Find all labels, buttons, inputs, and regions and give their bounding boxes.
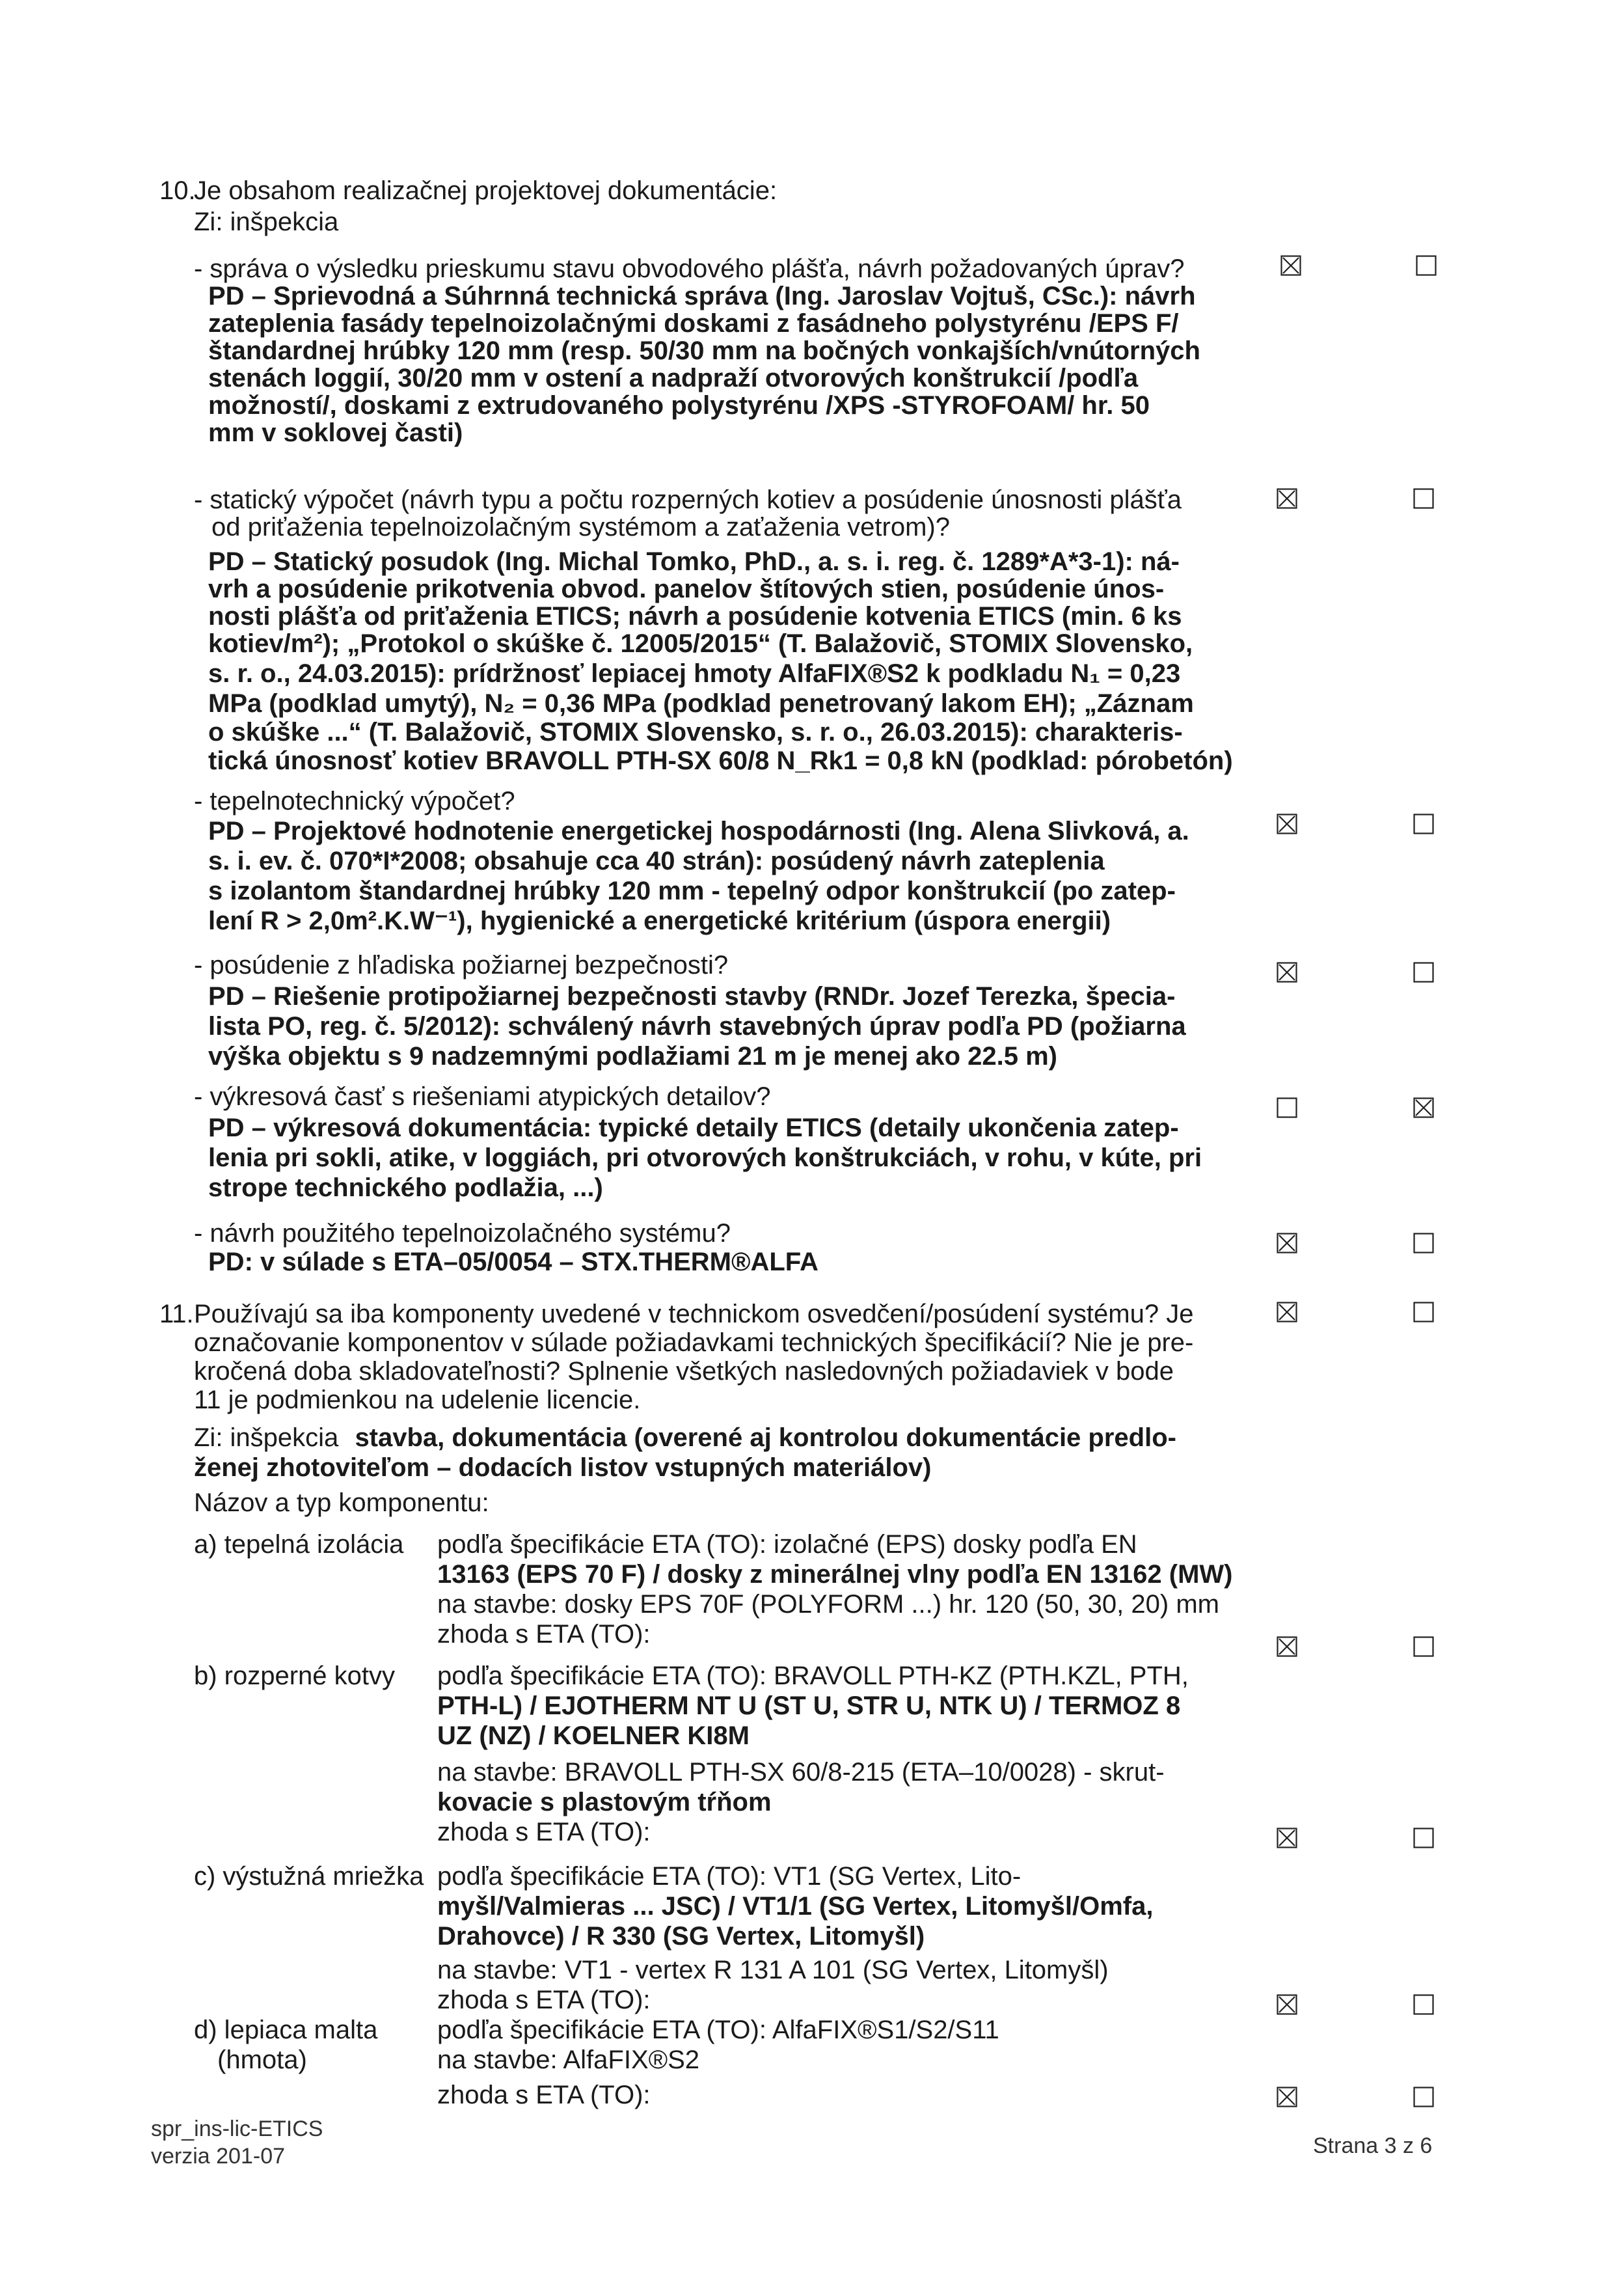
section-10-inspection: Zi: inšpekcia xyxy=(194,208,339,236)
checkbox-yes[interactable] xyxy=(1277,962,1297,983)
component-label-adhesive-cont: (hmota) xyxy=(217,2046,307,2074)
component-spec: Drahovce) / R 330 (SG Vertex, Litomyšl) xyxy=(437,1922,925,1951)
question-insulation-system: - návrh použitého tepelnoizolačného systému? xyxy=(194,1219,731,1248)
empty-box-icon xyxy=(1413,488,1434,509)
section-11-line: kročená doba skladovateľnosti? Splnenie všetkých nasledovných požiadaviek v bode xyxy=(194,1357,1174,1386)
answer-line: PD – Sprievodná a Súhrnná technická správa (Ing. Jaroslav Vojtuš, CSc.): návrh xyxy=(208,282,1196,310)
checkbox-no[interactable] xyxy=(1413,2087,1434,2107)
section-11-line: 11 je podmienkou na udelenie licencie. xyxy=(194,1386,641,1414)
answer-line: lení R > 2,0m².K.W⁻¹), hygienické a energetické kritérium (úspora energii) xyxy=(208,907,1111,935)
checkbox-no[interactable] xyxy=(1416,255,1437,276)
answer-line: MPa (podklad umytý), N₂ = 0,36 MPa (podklad penetrovaný lakom EH); „Záznam xyxy=(208,689,1194,718)
checkbox-no[interactable] xyxy=(1413,962,1434,983)
answer-line: PD – Riešenie protipožiarnej bezpečnosti stavby (RNDr. Jozef Terezka, špecia- xyxy=(208,982,1176,1011)
answer-line: PD: v súlade s ETA–05/0054 – STX.THERM®ALFA xyxy=(208,1248,819,1276)
checked-box-icon xyxy=(1277,962,1297,983)
section-10-title: Je obsahom realizačnej projektovej dokumentácie: xyxy=(194,176,778,205)
inspection-details: stavba, dokumentácia (overené aj kontrolou dokumentácie predlo- xyxy=(355,1423,1176,1452)
answer-line: kotiev/m²); „Protokol o skúške č. 12005/2015“ (T. Balažovič, STOMIX Slovensko, xyxy=(208,629,1193,658)
component-spec: podľa špecifikácie ETA (TO): BRAVOLL PTH-KZ (PTH.KZL, PTH, xyxy=(437,1662,1189,1690)
checkbox-yes[interactable] xyxy=(1277,1828,1297,1848)
question-thermal-calculation: - tepelnotechnický výpočet? xyxy=(194,787,515,815)
section-11-line: Používajú sa iba komponenty uvedené v technickom osvedčení/posúdení systému? Je xyxy=(194,1300,1194,1328)
empty-box-icon xyxy=(1416,255,1437,276)
empty-box-icon xyxy=(1413,1233,1434,1253)
answer-line: s. r. o., 24.03.2015): prídržnosť lepiacej hmoty AlfaFIX®S2 k podkladu N₁ = 0,23 xyxy=(208,659,1181,688)
empty-box-icon xyxy=(1413,814,1434,834)
answer-line: možností/, doskami z extrudovaného polystyrénu /XPS -STYROFOAM/ hr. 50 xyxy=(208,391,1150,420)
component-label-adhesive: d) lepiaca malta xyxy=(194,2016,378,2044)
section-10-number: 10. xyxy=(159,176,196,205)
answer-line: výška objektu s 9 nadzemnými podlažiami 21 m je menej ako 22.5 m) xyxy=(208,1042,1057,1071)
answer-line: PD – Statický posudok (Ing. Michal Tomko, PhD., a. s. i. reg. č. 1289*A*3-1): ná- xyxy=(208,547,1180,576)
checkbox-yes[interactable] xyxy=(1277,1097,1297,1118)
question-drawings: - výkresová časť s riešeniami atypických detailov? xyxy=(194,1082,771,1111)
inspection-prefix: Zi: inšpekcia xyxy=(194,1423,339,1452)
component-label-insulation: a) tepelná izolácia xyxy=(194,1530,404,1559)
section-11-line: označovanie komponentov v súlade požiadavkami technických špecifikácií? Nie je pre- xyxy=(194,1328,1194,1357)
answer-line: tická únosnosť kotiev BRAVOLL PTH-SX 60/8 N_Rk1 = 0,8 kN (podklad: pórobetón) xyxy=(208,747,1233,775)
checked-box-icon xyxy=(1277,1994,1297,2015)
question-facade-survey: - správa o výsledku prieskumu stavu obvodového plášťa, návrh požadovaných úprav? xyxy=(194,254,1185,283)
question-static-calculation-cont: od priťaženia tepelnoizolačným systémom a zaťaženia vetrom)? xyxy=(211,513,950,541)
component-label-anchors: b) rozperné kotvy xyxy=(194,1662,396,1690)
empty-box-icon xyxy=(1413,1302,1434,1322)
checkbox-no[interactable] xyxy=(1413,814,1434,834)
checked-box-icon xyxy=(1280,255,1301,276)
component-onsite: na stavbe: dosky EPS 70F (POLYFORM ...) hr. 120 (50, 30, 20) mm xyxy=(437,1590,1219,1619)
component-spec: PTH-L) / EJOTHERM NT U (ST U, STR U, NTK U) / TERMOZ 8 xyxy=(437,1692,1181,1720)
checked-box-icon xyxy=(1277,814,1297,834)
answer-line: lista PO, reg. č. 5/2012): schválený návrh stavebných úprav podľa PD (požiarna xyxy=(208,1012,1186,1041)
answer-line: strope technického podlažia, ...) xyxy=(208,1173,603,1202)
component-onsite: na stavbe: VT1 - vertex R 131 A 101 (SG Vertex, Litomyšl) xyxy=(437,1956,1109,1984)
question-fire-safety: - posúdenie z hľadiska požiarnej bezpečnosti? xyxy=(194,951,729,979)
checked-box-icon xyxy=(1277,1302,1297,1322)
component-conformity: zhoda s ETA (TO): xyxy=(437,1818,651,1846)
component-label-mesh: c) výstužná mriežka xyxy=(194,1862,424,1891)
checkbox-yes[interactable] xyxy=(1277,1994,1297,2015)
component-conformity: zhoda s ETA (TO): xyxy=(437,1620,651,1649)
component-spec: myšl/Valmieras ... JSC) / VT1/1 (SG Vertex, Litomyšl/Omfa, xyxy=(437,1892,1154,1921)
answer-line: stenách loggií, 30/20 mm v ostení a nadpraží otvorových konštrukcií /podľa xyxy=(208,364,1139,392)
footer-version: verzia 201-07 xyxy=(151,2144,286,2169)
empty-box-icon xyxy=(1413,2087,1434,2107)
component-spec: UZ (NZ) / KOELNER KI8M xyxy=(437,1721,750,1750)
checkbox-yes[interactable] xyxy=(1277,2087,1297,2107)
footer-page-number: Strana 3 z 6 xyxy=(1313,2133,1433,2158)
checkbox-no[interactable] xyxy=(1413,1828,1434,1848)
answer-line: o skúške ...“ (T. Balažovič, STOMIX Slovensko, s. r. o., 26.03.2015): charakteris- xyxy=(208,718,1183,747)
checkbox-no[interactable] xyxy=(1413,1233,1434,1253)
inspection-details-cont: ženej zhotoviteľom – dodacích listov vstupných materiálov) xyxy=(194,1453,932,1482)
answer-line: nosti plášťa od priťaženia ETICS; návrh a posúdenie kotvenia ETICS (min. 6 ks xyxy=(208,602,1182,631)
checkbox-no[interactable] xyxy=(1413,488,1434,509)
empty-box-icon xyxy=(1413,1828,1434,1848)
answer-line: lenia pri sokli, atike, v loggiách, pri otvorových konštrukciách, v rohu, v kúte, pri xyxy=(208,1144,1202,1172)
checkbox-no[interactable] xyxy=(1413,1097,1434,1118)
answer-line: s. i. ev. č. 070*I*2008; obsahuje cca 40 strán): posúdený návrh zateplenia xyxy=(208,847,1105,875)
empty-box-icon xyxy=(1277,1097,1297,1118)
checked-box-icon xyxy=(1277,488,1297,509)
component-spec: 13163 (EPS 70 F) / dosky z minerálnej vlny podľa EN 13162 (MW) xyxy=(437,1560,1233,1589)
checked-box-icon xyxy=(1277,2087,1297,2107)
checkbox-no[interactable] xyxy=(1413,1994,1434,2015)
answer-line: štandardnej hrúbky 120 mm (resp. 50/30 mm na bočných vonkajších/vnútorných xyxy=(208,336,1200,365)
component-onsite: kovacie s plastovým tŕňom xyxy=(437,1788,772,1816)
answer-line: vrh a posúdenie prikotvenia obvod. panelov štítových stien, posúdenie únos- xyxy=(208,575,1165,603)
answer-line: zateplenia fasády tepelnoizolačnými doskami z fasádneho polystyrénu /EPS F/ xyxy=(208,309,1179,338)
component-onsite: na stavbe: AlfaFIX®S2 xyxy=(437,2046,700,2074)
checkbox-yes[interactable] xyxy=(1277,1302,1297,1322)
checked-box-icon xyxy=(1277,1233,1297,1253)
component-onsite: na stavbe: BRAVOLL PTH-SX 60/8-215 (ETA–10/0028) - skrut- xyxy=(437,1758,1165,1787)
answer-line: s izolantom štandardnej hrúbky 120 mm - tepelný odpor konštrukcií (po zatep- xyxy=(208,877,1176,905)
component-name-label: Názov a typ komponentu: xyxy=(194,1488,489,1517)
footer-form-code: spr_ins-lic-ETICS xyxy=(151,2116,323,2141)
checkbox-yes[interactable] xyxy=(1277,1233,1297,1253)
section-11-number: 11. xyxy=(159,1300,194,1328)
empty-box-icon xyxy=(1413,1636,1434,1657)
component-spec: podľa špecifikácie ETA (TO): izolačné (EPS) dosky podľa EN xyxy=(437,1530,1137,1559)
checked-box-icon xyxy=(1277,1636,1297,1657)
checkbox-yes[interactable] xyxy=(1277,1636,1297,1657)
checkbox-no[interactable] xyxy=(1413,1636,1434,1657)
checkbox-yes[interactable] xyxy=(1277,814,1297,834)
answer-line: PD – výkresová dokumentácia: typické detaily ETICS (detaily ukončenia zatep- xyxy=(208,1114,1179,1142)
section-11-inspection xyxy=(194,1423,1176,1453)
answer-line: mm v soklovej časti) xyxy=(208,418,463,447)
checkbox-yes[interactable] xyxy=(1280,255,1301,276)
checkbox-no[interactable] xyxy=(1413,1302,1434,1322)
component-conformity: zhoda s ETA (TO): xyxy=(437,1986,651,2014)
component-spec: podľa špecifikácie ETA (TO): AlfaFIX®S1/S2/S11 xyxy=(437,2016,999,2044)
checked-box-icon xyxy=(1277,1828,1297,1848)
component-conformity: zhoda s ETA (TO): xyxy=(437,2081,651,2109)
component-spec: podľa špecifikácie ETA (TO): VT1 (SG Vertex, Lito- xyxy=(437,1862,1022,1891)
empty-box-icon xyxy=(1413,1994,1434,2015)
question-static-calculation: - statický výpočet (návrh typu a počtu rozperných kotiev a posúdenie únosnosti plášťa xyxy=(194,486,1182,514)
answer-line: PD – Projektové hodnotenie energetickej hospodárnosti (Ing. Alena Slivková, a. xyxy=(208,817,1189,845)
checked-box-icon xyxy=(1413,1097,1434,1118)
empty-box-icon xyxy=(1413,962,1434,983)
checkbox-yes[interactable] xyxy=(1277,488,1297,509)
